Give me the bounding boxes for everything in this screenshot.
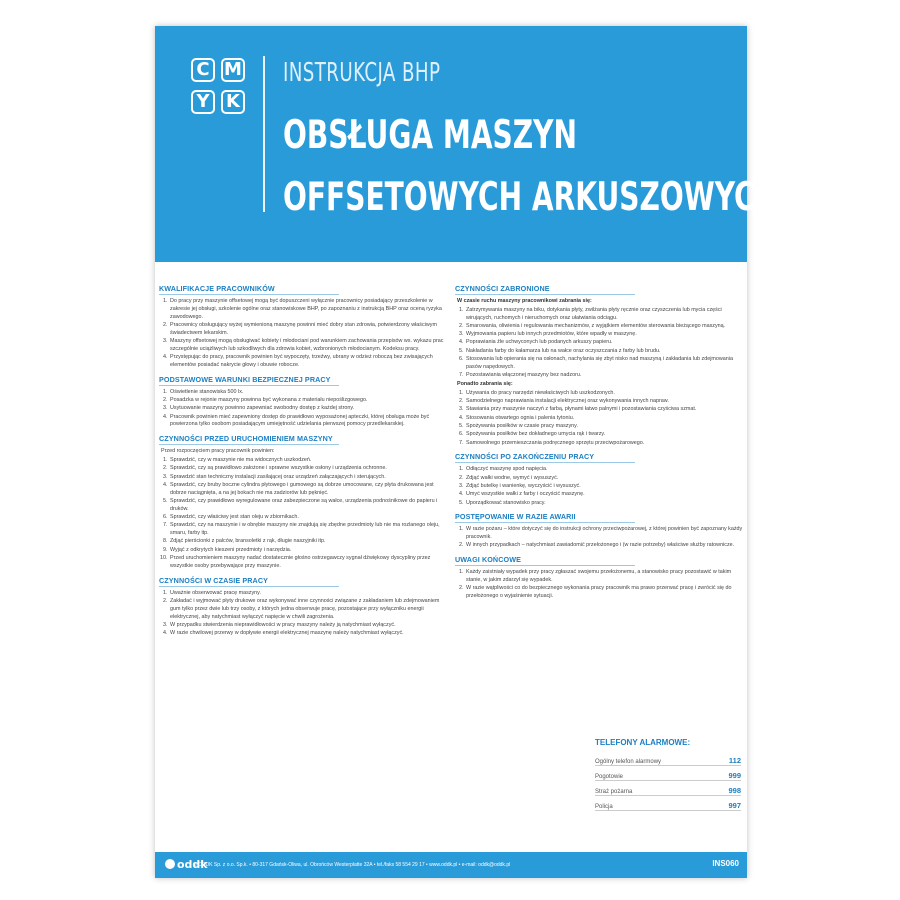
right-column xyxy=(455,284,747,601)
phone-number: 999 xyxy=(728,771,741,780)
list-item: 2. W innych przypadkach – natychmiast zawiadomić przełożonego i (w razie potrzeby) właściwe służby ratownicze. xyxy=(465,542,747,550)
list-item: 6. Sprawdzić, czy właściwy jest stan oleju w zbiornikach. xyxy=(169,514,451,522)
list-item: 4. Stosowania otwartego ognia i palenia tytoniu. xyxy=(465,415,747,423)
list-item: 8. Zdjąć pierścionki z palców, bransoletki z rąk, długie naszyjniki itp. xyxy=(169,538,451,546)
list-item: 1. Odłączyć maszynę spod napięcia. xyxy=(465,466,747,474)
instruction-sheet xyxy=(155,26,779,878)
list-item: 2. Sprawdzić, czy są prawidłowo założone i sprawne wszystkie osłony i urządzenia ochronne. xyxy=(169,465,451,473)
header-divider xyxy=(263,56,265,212)
section-list xyxy=(455,307,747,380)
section-list xyxy=(159,590,451,638)
list-item: 5. Spożywania posiłków w czasie pracy maszyny. xyxy=(465,423,747,431)
list-item: 9. Wyjąć z odkrytych kieszeni przedmioty i narzędzia. xyxy=(169,547,451,555)
list-item: 3. Sprawdzić stan techniczny instalacji zasilającej oraz urządzeń załączających i sterujących. xyxy=(169,474,451,482)
list-item: 1. Każdy zaistniały wypadek przy pracy zgłaszać swojemu przełożonemu, a stanowisko pracy pozostawić w takim stanie, w jakim zdarzył się wypadek. xyxy=(465,569,747,585)
phone-number: 997 xyxy=(728,801,741,810)
list-item: 4. Przystępując do pracy, pracownik powinien być wypoczęty, trzeźwy, ubrany w odzież roboczą bez zwisających elementów posiadać nakrycie głowy i obuwie robocze. xyxy=(169,354,451,370)
list-item: 4. W razie chwilowej przerwy w dopływie energii elektrycznej maszynę należy natychmiast wyłączyć. xyxy=(169,630,451,638)
phone-row xyxy=(595,751,741,766)
section-list xyxy=(455,390,747,448)
phone-row xyxy=(595,766,741,781)
document-title-line2: OFFSETOWYCH ARKUSZOWYCH xyxy=(283,175,779,220)
section-list xyxy=(159,457,451,571)
section-list xyxy=(159,298,451,370)
section-subheading: Ponadto zabrania się: xyxy=(457,380,513,387)
document-code: INS060 xyxy=(712,859,739,868)
document-title-line1: OBSŁUGA MASZYN xyxy=(283,113,577,158)
logo-letter-c: C xyxy=(191,58,215,82)
phone-number: 112 xyxy=(728,756,741,765)
phones-title: TELEFONY ALARMOWE: xyxy=(595,738,691,747)
section-title: UWAGI KOŃCOWE xyxy=(455,555,747,566)
publisher-info: © ODDK Sp. z o.o. Sp.k. • 80-317 Gdańsk-Oliwa, ul. Obrońców Westerplatte 32A • tel./faks 58 554 29 17 • www.oddk.pl • e-mail: oddk@oddk.pl xyxy=(193,862,511,868)
document-subtitle: INSTRUKCJA BHP xyxy=(283,58,441,88)
list-item: 10. Przed uruchomieniem maszyny nadać dostatecznie głośno ostrzegawczy sygnał dźwiękowy dyscypliny przez wszystkie osoby przebywające przy maszynie. xyxy=(169,555,451,571)
list-item: 4. Sprawdzić, czy bruby boczne cylindra płytowego i gumowego są dobrze umocowane, czy płyta drukowana jest dobrze naciągnięta, a na jej bokach nie ma zadziorów lub pęknięć. xyxy=(169,482,451,498)
list-item: 1. Do pracy przy maszynie offsetowej mogą być dopuszczeni wyłącznie pracownicy posiadający przeszkolenie w zakresie jej obsługi, szkolenie ogólne oraz stanowiskowe BHP, po zapoznaniu z instrukcją BHP oraz oceną ryzyka zawodowego. xyxy=(169,298,451,321)
cmyk-logo xyxy=(191,58,253,122)
section-list xyxy=(455,569,747,601)
list-item: 2. Zdjąć wałki wodne, wymyć i wysuszyć. xyxy=(465,475,747,483)
section-subheading: W czasie ruchu maszyny pracownikowi zabrania się: xyxy=(457,298,592,304)
publisher-logo: oddk xyxy=(165,858,208,872)
list-item: 2. Samodzielnego naprawiania instalacji elektrycznej oraz wykonywania innych napraw. xyxy=(465,398,747,406)
list-item: 3. Wyjmowania papieru lub innych przedmiotów, które wpadły w maszynę. xyxy=(465,331,747,339)
list-item: 5. Nakładania farby do kałamarza lub na wałce oraz oczyszczania z farby lub brudu. xyxy=(465,348,747,356)
phone-label: Policja xyxy=(595,804,613,810)
footer-bar xyxy=(155,852,747,878)
section-list xyxy=(455,526,747,550)
list-item: 1. Uważnie obserwować pracę maszyny. xyxy=(169,590,451,598)
section-title: PODSTAWOWE WARUNKI BEZPIECZNEJ PRACY xyxy=(159,375,451,386)
list-item: 6. Spożywania posiłków bez dokładnego umycia rąk i twarzy. xyxy=(465,431,747,439)
phone-label: Straż pożarna xyxy=(595,789,633,795)
phone-label: Ogólny telefon alarmowy xyxy=(595,759,662,765)
list-item: 5. Uporządkować stanowisko pracy. xyxy=(465,500,747,508)
list-item: 1. Oświetlenie stanowiska 500 lx. xyxy=(169,389,451,397)
section-title: CZYNNOŚCI ZABRONIONE xyxy=(455,284,747,295)
section-list xyxy=(455,466,747,507)
list-item: 2. Smarowania, oliwienia i regulowania mechanizmów, z wyjątkiem elementów sterowania bieżącego maszyną. xyxy=(465,323,747,331)
phone-label: Pogotowie xyxy=(595,774,624,780)
list-item: 5. Sprawdzić, czy prawidłowo wyregulowane oraz zabezpieczone są wałce, urządzenia podnośnikowe do papieru i druków. xyxy=(169,498,451,514)
list-item: 3. Stawiania przy maszynie naczyń z farbą, płynami łatwo palnymi i pozostawiania czyściwa szmat. xyxy=(465,406,747,414)
phone-row xyxy=(595,796,741,811)
list-item: 7. Pozostawiania włączonej maszyny bez nadzoru. xyxy=(465,372,747,380)
list-item: 3. Zdjąć butelkę i wanienkę, wyczyścić i wysuszyć. xyxy=(465,483,747,491)
list-item: 7. Samowolnego przemieszczania podręcznego sprzętu przeciwpożarowego. xyxy=(465,440,747,448)
list-item: 1. Używania do pracy narzędzi niewłaściwych lub uszkodzonych. xyxy=(465,390,747,398)
section-title: CZYNNOŚCI PO ZAKOŃCZENIU PRACY xyxy=(455,452,747,463)
section-intro: Przed rozpoczęciem pracy pracownik powinien: xyxy=(161,448,275,455)
list-item: 1. W razie pożaru – które dotyczyć się do instrukcji ochrony przeciwpożarowej, z której powinien być zapoznany każdy pracownik. xyxy=(465,526,747,542)
section-list xyxy=(159,389,451,429)
list-item: 7. Sprawdzić, czy na maszynie i w obrębie maszyny nie znajdują się zbędne przedmioty lub nie ma rozlanego oleju, smaru, farby itp. xyxy=(169,522,451,538)
section-title: POSTĘPOWANIE W RAZIE AWARII xyxy=(455,512,747,523)
list-item: 3. Usytuowanie maszyny powinno zapewniać swobodny dostęp z każdej strony. xyxy=(169,405,451,413)
list-item: 2. W razie wątpliwości co do bezpiecznego wykonania pracy pracownik ma prawo przerwać pracę i zwrócić się do przełożonego o wyjaśnienie sytuacji. xyxy=(465,585,747,601)
list-item: 1. Zatrzymywania maszyny na biku, dotykania płyty, zwilżania płyty ręcznie oraz czyszczenia lub mycia części wirujących, ruchomych i nieruchomych oraz ułatwiania odciągu. xyxy=(465,307,747,323)
left-column xyxy=(159,284,451,638)
list-item: 6. Stosowania lub opierania się na osłonach, nachylania się zbyt nisko nad maszyną i zakładania lub zdejmowania pasów napędowych. xyxy=(465,356,747,372)
emergency-phones xyxy=(595,738,745,811)
list-item: 4. Umyć wszystkie wałki z farby i oczyścić maszynę. xyxy=(465,491,747,499)
list-item: 3. Maszyny offsetowej mogą obsługiwać kobiety i młodociani pod warunkiem zachowania przepisów ws. wykazu prac szczególnie uciążliwych lub szkodliwych dla zdrowia kobiet, wzbronionych młodocianym. Kodeksu pracy. xyxy=(169,338,451,354)
list-item: 2. Posadzka w rejonie maszyny powinna być wykonana z materiału niepoślizgowego. xyxy=(169,397,451,405)
phone-number: 998 xyxy=(728,786,741,795)
list-item: 2. Zakładać i wyjmować płyty drukowe oraz wykonywać inne czynności związane z zakładaniem lub zdejmowaniem gum tylko przez dwie lub trzy osoby, z których jedna obserwuje pracę, pozostające przy wyłączniku energii elektrycznej, aby natychmiast wyłączyć napięcie w chwili zagrożenia. xyxy=(169,598,451,621)
phone-row xyxy=(595,781,741,796)
list-item: 1. Sprawdzić, czy w maszynie nie ma widocznych uszkodzeń. xyxy=(169,457,451,465)
list-item: 3. W przypadku stwierdzenia nieprawidłowości w pracy maszyny należy ją natychmiast wyłączyć. xyxy=(169,622,451,630)
section-title: CZYNNOŚCI PRZED URUCHOMIENIEM MASZYNY xyxy=(159,434,451,445)
list-item: 2. Pracownicy obsługujący wyżej wymienioną maszynę powinni mieć dobry stan zdrowia, potwierdzony właściwym świadectwem lekarskim. xyxy=(169,322,451,338)
logo-letter-m: M xyxy=(221,58,245,82)
section-title: CZYNNOŚCI W CZASIE PRACY xyxy=(159,576,451,587)
list-item: 4. Pracownik powinien mieć zapewniony dostęp do prawidłowo wyposażonej apteczki, której obsługa może być powierzona tylko osobom posiadającym umiejętność udzielania pierwszej pomocy przedlekarskiej. xyxy=(169,414,451,430)
logo-letter-y: Y xyxy=(191,90,215,114)
section-title: KWALIFIKACJE PRACOWNIKÓW xyxy=(159,284,451,295)
list-item: 4. Poprawiania źle uchwyconych lub podanych arkuszy papieru. xyxy=(465,339,747,347)
logo-letter-k: K xyxy=(221,90,245,114)
header-banner xyxy=(155,26,779,262)
